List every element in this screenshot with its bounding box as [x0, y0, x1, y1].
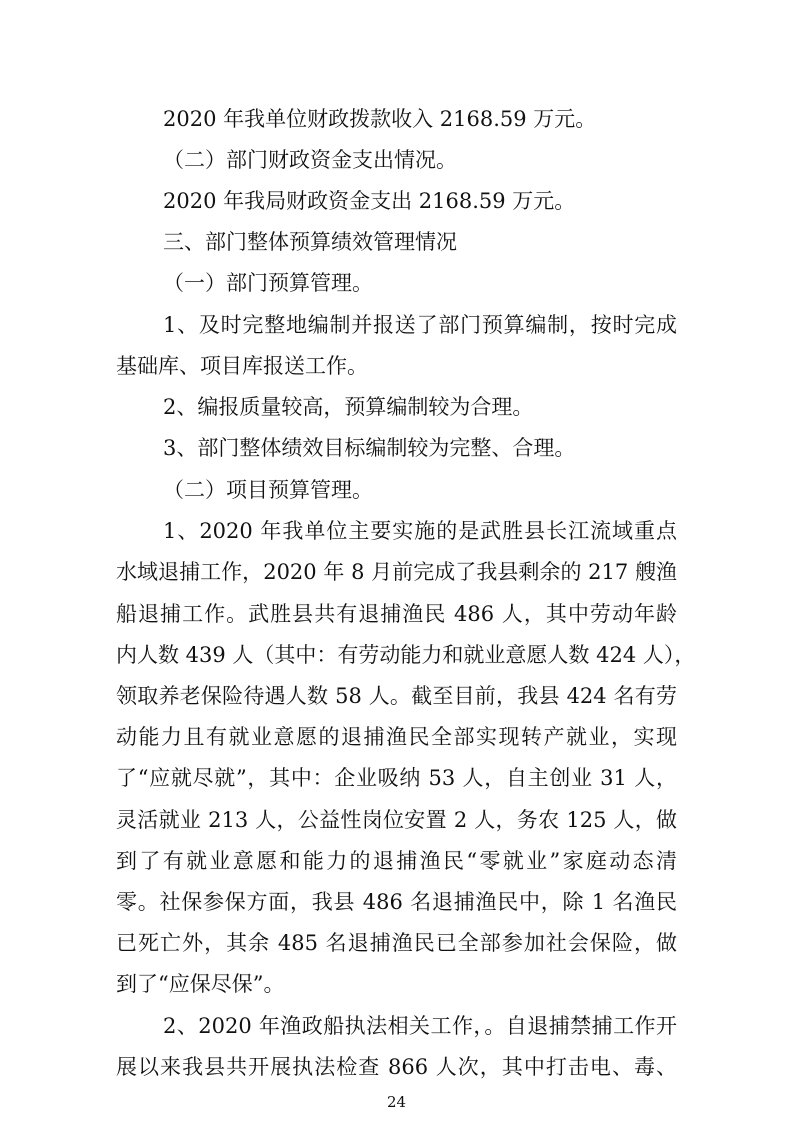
- paragraph-line: 已死亡外，其余 485 名退捕渔民已全部参加社会保险，做: [116, 931, 677, 955]
- paragraph-line: 展以来我县共开展执法检查 866 人次，其中打击电、毒、: [116, 1055, 677, 1079]
- page-number: 24: [386, 1093, 407, 1111]
- paragraph-line: 基础库、项目库报送工作。: [116, 354, 368, 378]
- paragraph-line: 内人数 439 人（其中：有劳动能力和就业意愿人数 424 人），: [116, 643, 696, 667]
- paragraph-line: 2、2020 年渔政船执法相关工作，。自退捕禁捕工作开: [163, 1014, 677, 1038]
- paragraph-line: 灵活就业 213 人，公益性岗位安置 2 人，务农 125 人，做: [116, 808, 677, 832]
- paragraph-line: 2020 年我局财政资金支出 2168.59 万元。: [163, 189, 576, 213]
- paragraph-line: 3、部门整体绩效目标编制较为完整、合理。: [163, 436, 576, 460]
- section-heading: 三、部门整体预算绩效管理情况: [163, 230, 457, 254]
- paragraph-line: 领取养老保险待遇人数 58 人。截至目前，我县 424 名有劳: [116, 684, 677, 708]
- section-heading: （一）部门预算管理。: [163, 271, 373, 295]
- section-heading: （二）部门财政资金支出情况。: [163, 148, 457, 172]
- paragraph-line: 了“应就尽就”，其中：企业吸纳 53 人，自主创业 31 人，: [116, 766, 677, 790]
- paragraph-line: 零。社保参保方面，我县 486 名退捕渔民中，除 1 名渔民: [116, 890, 677, 914]
- paragraph-line: 水域退捕工作，2020 年 8 月前完成了我县剩余的 217 艘渔: [116, 560, 677, 584]
- paragraph-line: 1、及时完整地编制并报送了部门预算编制，按时完成: [163, 313, 677, 337]
- paragraph-line: 到了有就业意愿和能力的退捕渔民“零就业”家庭动态清: [116, 849, 677, 873]
- paragraph-line: 1、2020 年我单位主要实施的是武胜县长江流域重点: [163, 519, 677, 543]
- paragraph-line: 船退捕工作。武胜县共有退捕渔民 486 人，其中劳动年龄: [116, 602, 677, 626]
- paragraph-line: 到了“应保尽保”。: [116, 972, 285, 996]
- paragraph-line: 2、编报质量较高，预算编制较为合理。: [163, 395, 534, 419]
- paragraph-line: 动能力且有就业意愿的退捕渔民全部实现转产就业，实现: [116, 725, 677, 749]
- section-heading: （二）项目预算管理。: [163, 478, 373, 502]
- paragraph-line: 2020 年我单位财政拨款收入 2168.59 万元。: [163, 107, 597, 131]
